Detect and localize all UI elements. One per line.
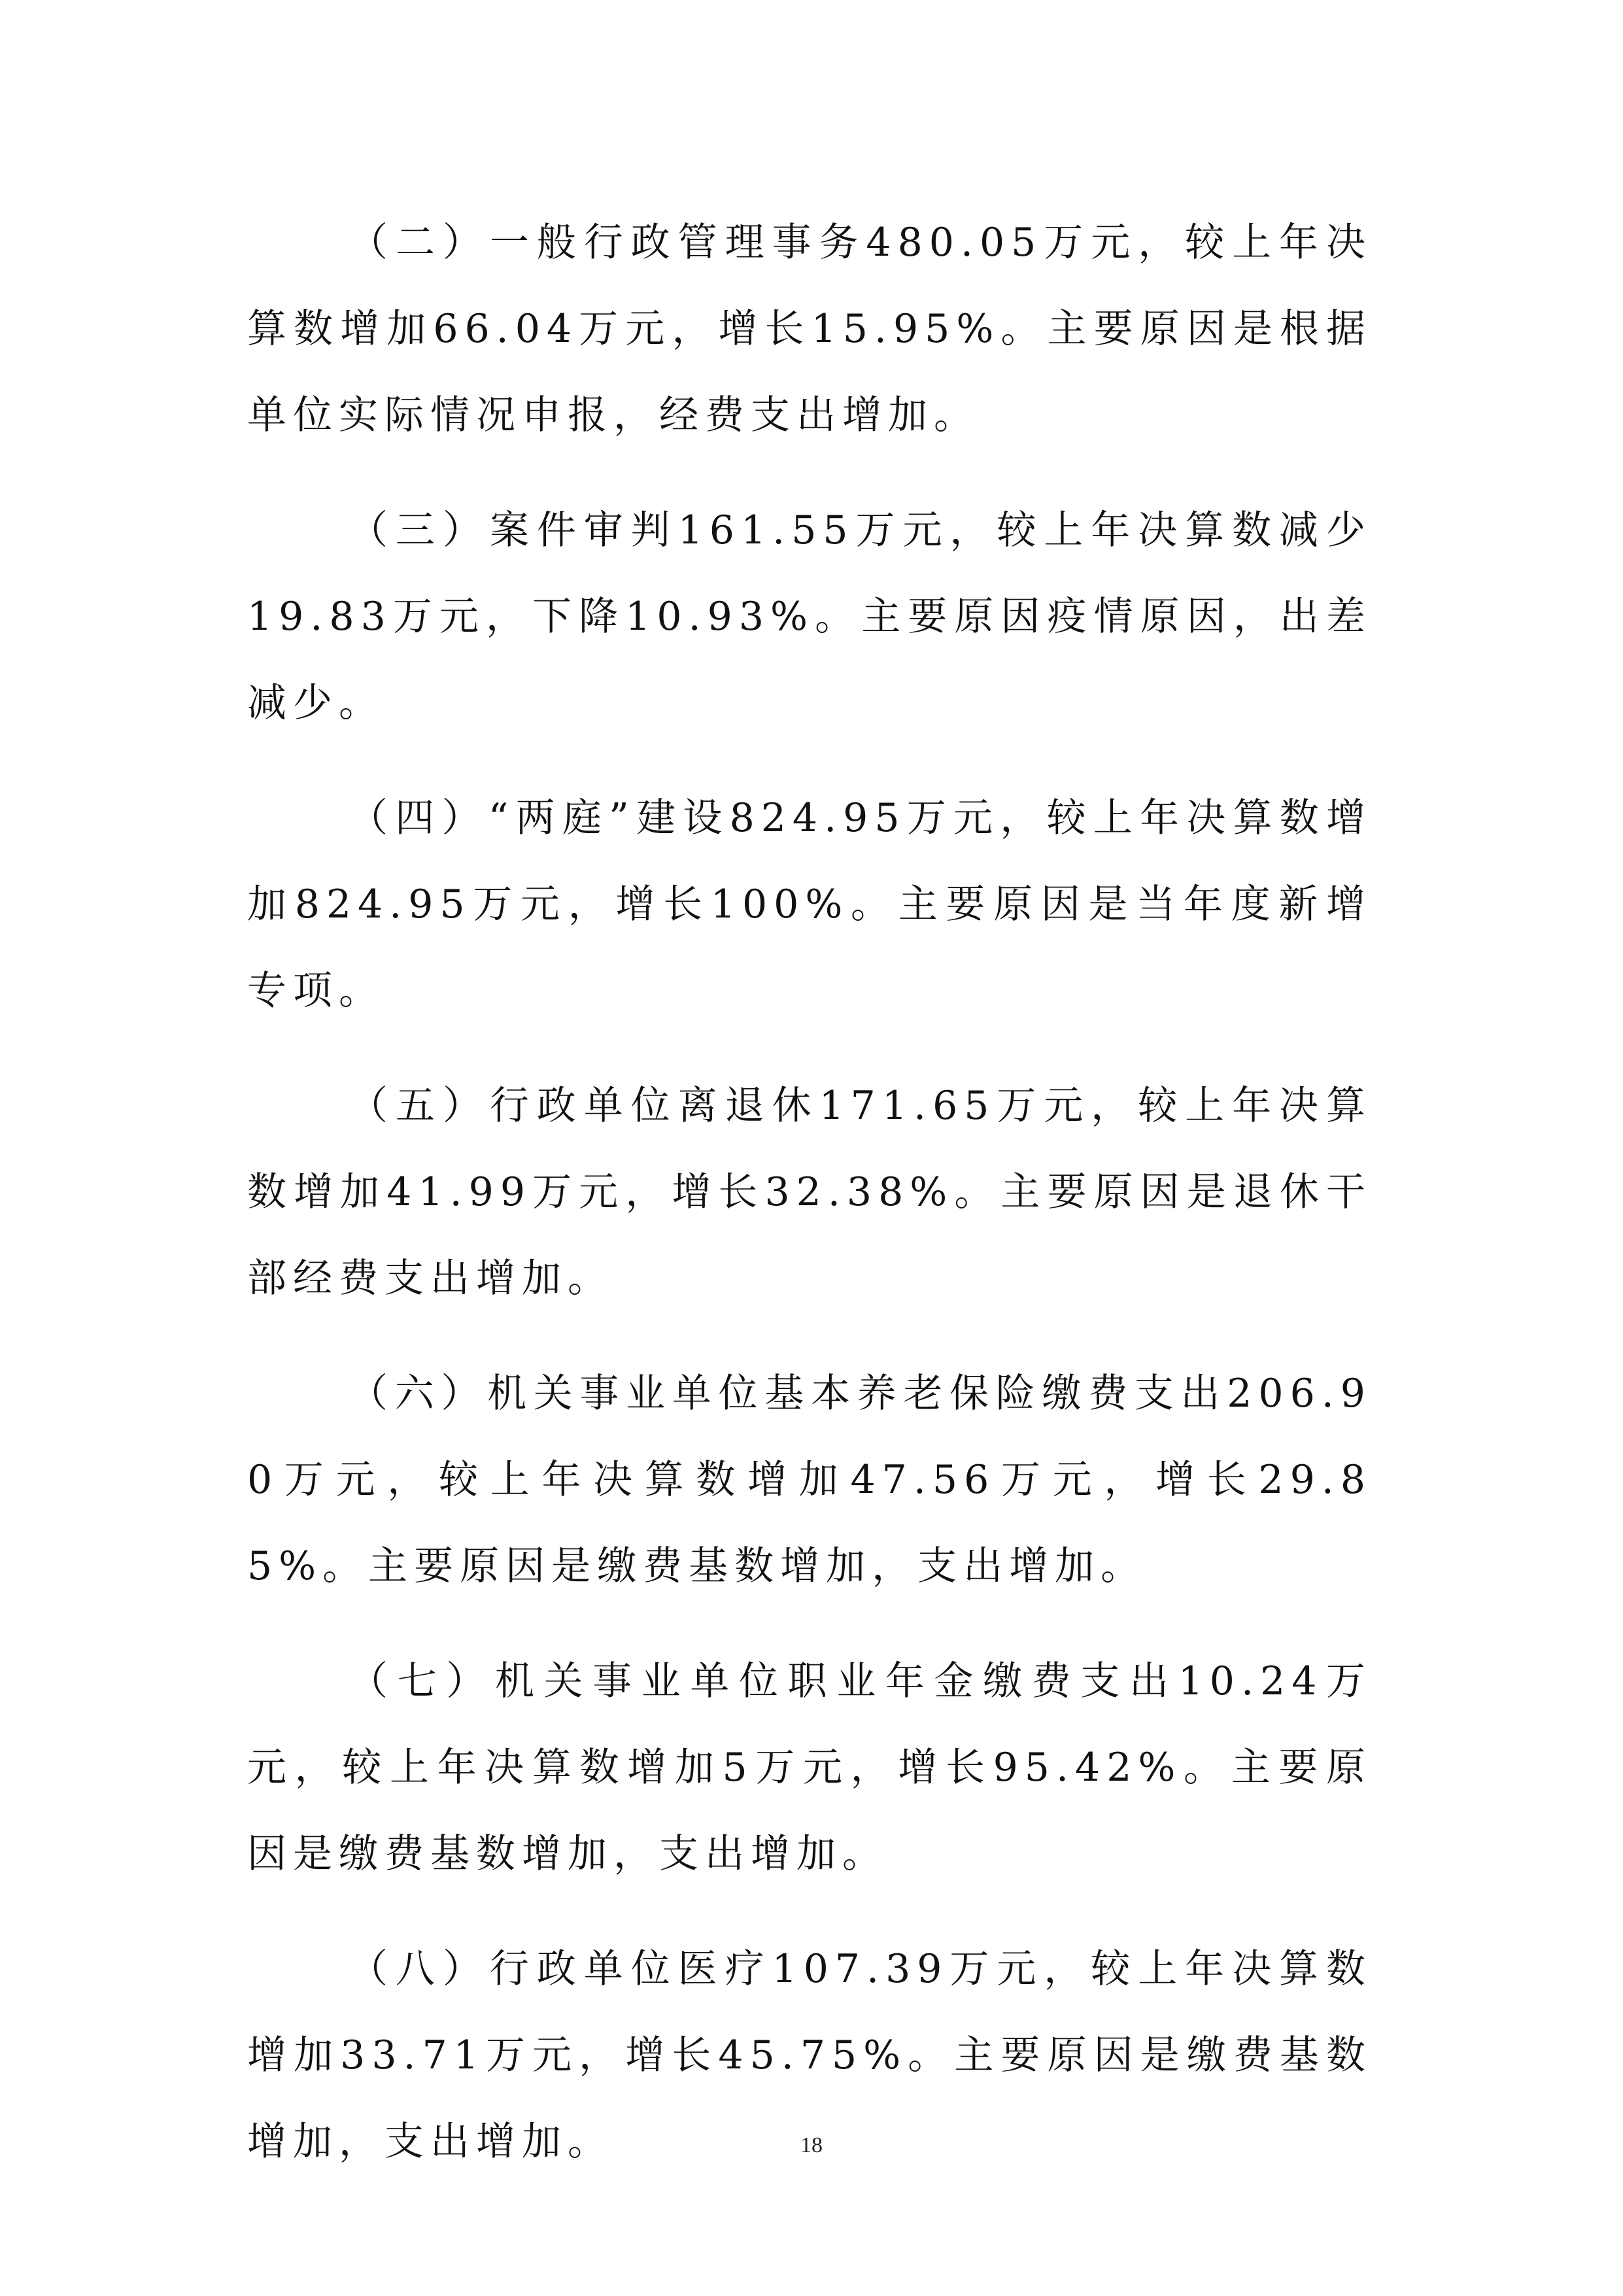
paragraph-medical: （八）行政单位医疗107.39万元，较上年决算数增加33.71万元，增长45.75%。主要原因是缴费基数增加，支出增加。 — [247, 1946, 1372, 2165]
paragraph-general-admin: （二）一般行政管理事务480.05万元，较上年决算数增加66.04万元，增长15.95%。主要原因是根据单位实际情况申报，经费支出增加。 — [247, 220, 1372, 438]
paragraph-two-courts-construction: （四）“两庭”建设824.95万元，较上年决算数增加824.95万元，增长100%。主要原因是当年度新增专项。 — [247, 795, 1372, 1014]
paragraph-occupational-annuity: （七）机关事业单位职业年金缴费支出10.24万元，较上年决算数增加5万元，增长95.42%。主要原因是缴费基数增加，支出增加。 — [247, 1658, 1372, 1877]
document-body — [247, 199, 1372, 2214]
page-number: 18 — [800, 2133, 823, 2157]
paragraph-retirement: （五）行政单位离退休171.65万元，较上年决算数增加41.99万元，增长32.38%。主要原因是退休干部经费支出增加。 — [247, 1083, 1372, 1301]
paragraph-case-trial: （三）案件审判161.55万元，较上年决算数减少19.83万元，下降10.93%。主要原因疫情原因，出差减少。 — [247, 507, 1372, 726]
paragraph-pension-insurance: （六）机关事业单位基本养老保险缴费支出206.90万元，较上年决算数增加47.56万元，增长29.85%。主要原因是缴费基数增加，支出增加。 — [247, 1371, 1372, 1589]
